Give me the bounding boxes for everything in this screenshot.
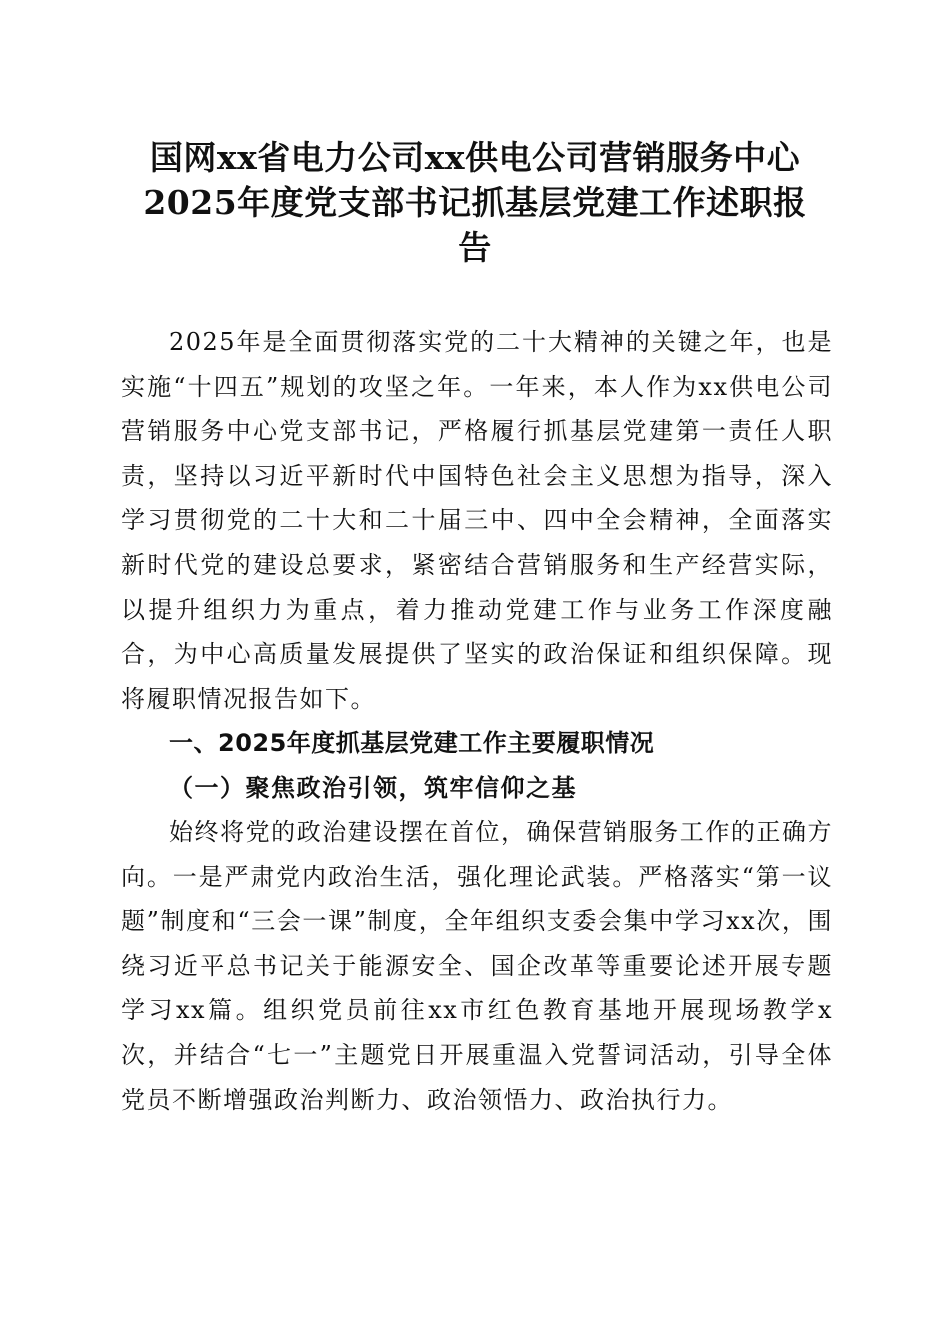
title-line-1: 国网xx省电力公司xx供电公司营销服务中心: [149, 138, 801, 177]
subsection-heading: （一）聚焦政治引领，筑牢信仰之基: [169, 773, 577, 802]
section-paragraph: 始终将党的政治建设摆在首位，确保营销服务工作的正确方向。一是严肃党内政治生活，强化理论武装。严格落实“第一议题”制度和“三会一课”制度，全年组织支委会集中学习xx次，围绕习近平总书记关于能源安全、国企改革等重要论述开展专题学习xx篇。组织党员前往xx市红色教育基地开展现场教学x次，并结合“七一”主题党日开展重温入党誓词活动，引导全体党员不断增强政治判断力、政治领悟力、政治执行力。: [121, 818, 833, 1114]
title-line-3: 告: [458, 228, 492, 267]
intro-paragraph: 2025年是全面贯彻落实党的二十大精神的关键之年，也是实施“十四五”规划的攻坚之年。一年来，本人作为xx供电公司营销服务中心党支部书记，严格履行抓基层党建第一责任人职责，坚持以习近平新时代中国特色社会主义思想为指导，深入学习贯彻党的二十大和二十届三中、四中全会精神，全面落实新时代党的建设总要求，紧密结合营销服务和生产经营实际，以提升组织力为重点，着力推动党建工作与业务工作深度融合，为中心高质量发展提供了坚实的政治保证和组织保障。现将履职情况报告如下。: [121, 328, 833, 713]
document-title: [100, 135, 850, 270]
title-line-2: 2025年度党支部书记抓基层党建工作述职报: [143, 183, 807, 222]
section-heading: 一、2025年度抓基层党建工作主要履职情况: [169, 729, 655, 757]
